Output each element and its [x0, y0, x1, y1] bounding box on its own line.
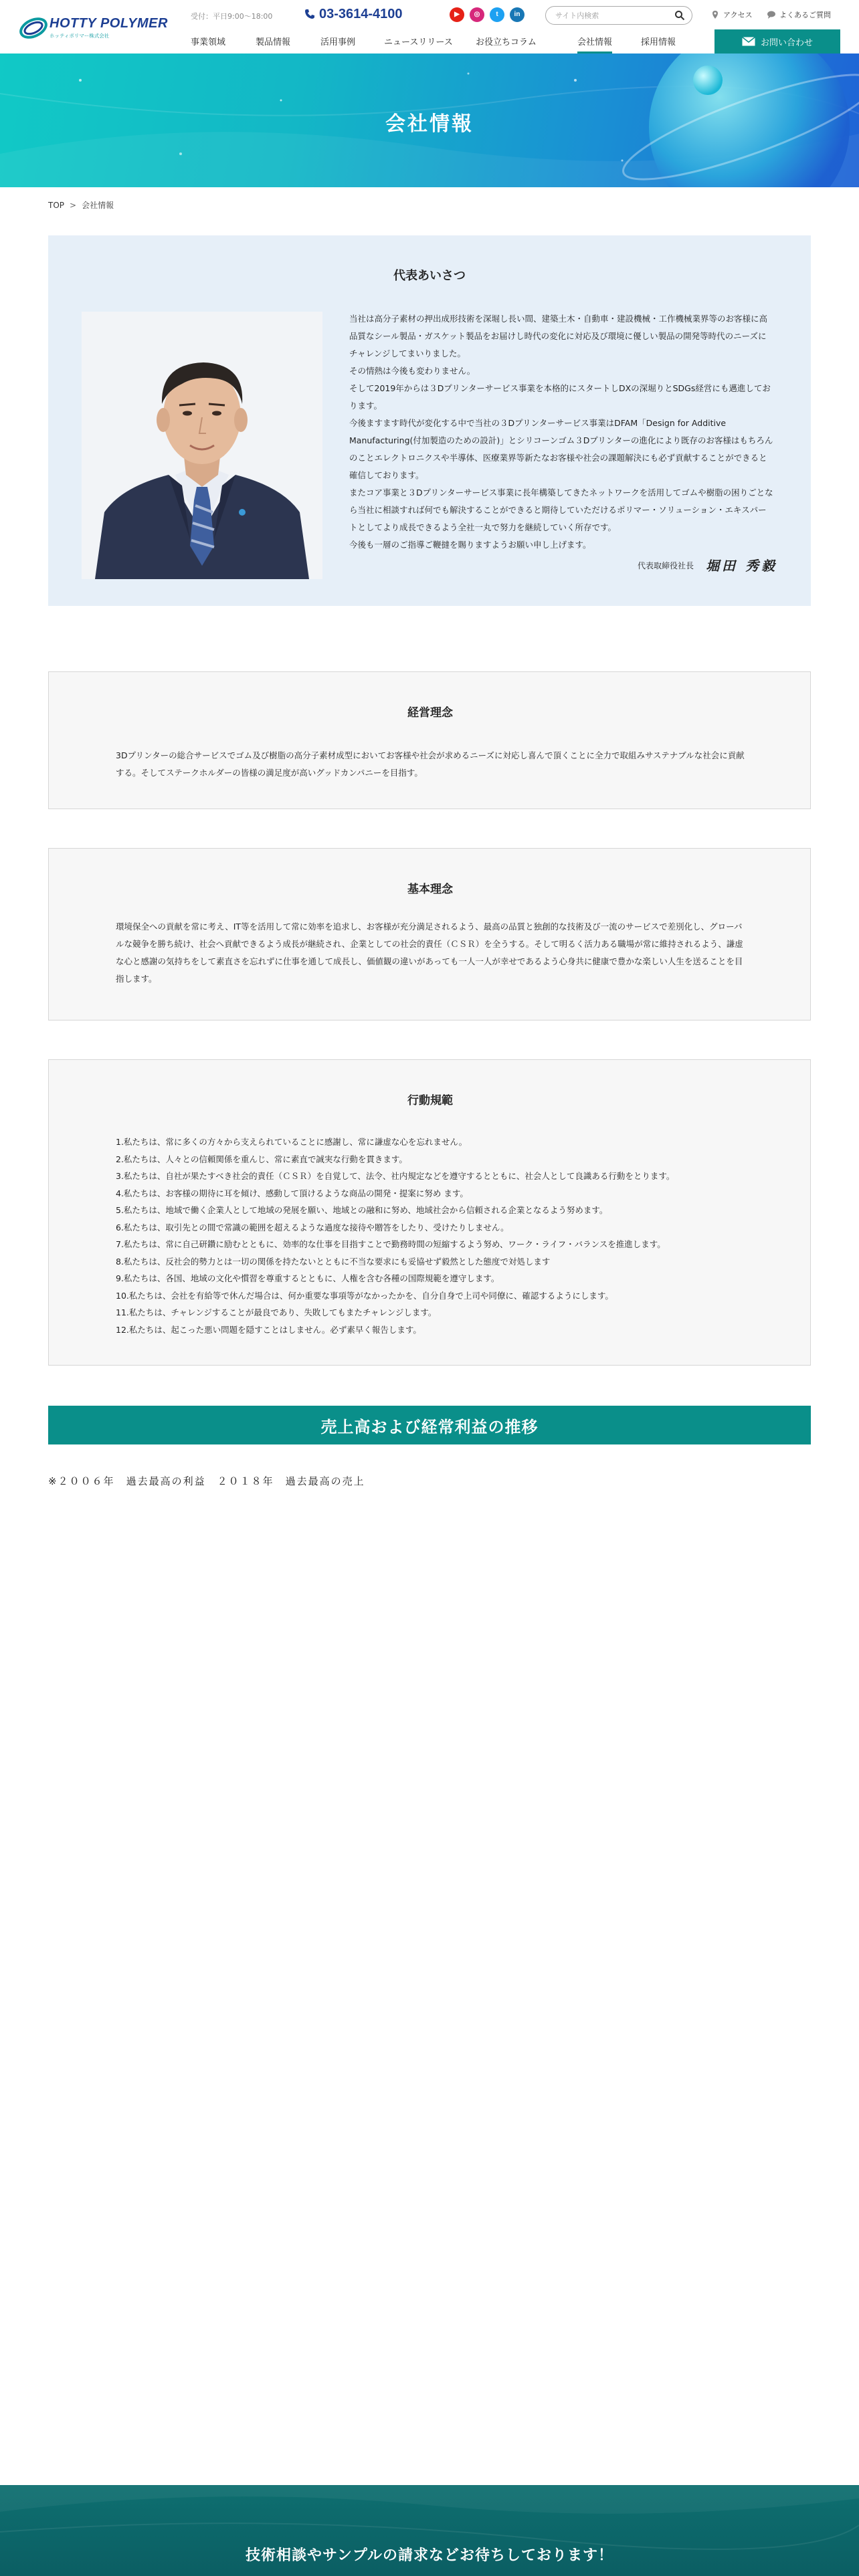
chat-bubble-icon	[767, 10, 776, 19]
mail-icon	[742, 37, 755, 46]
site-search	[545, 6, 692, 25]
page-hero	[0, 53, 859, 187]
ceo-message-paragraph: 今後ますます時代が変化する中で当社の３Dプリンターサービス事業はDFAM「Design for Additive Manufacturing(付加製造のための設計)」とシリコーンゴム３Dプリンターの進化により既存のお客様はもちろんのことエレクトロニクスや半導体、医療業界等新たなお客様や社会の課題解決にも必ず貢献することができると確信しております。	[349, 418, 773, 480]
list-item: 4.私たちは、お客様の期待に耳を傾け、感動して頂けるような商品の開発・提案に努め ます。	[116, 1188, 468, 1198]
list-item: 6.私たちは、取引先との間で常識の範囲を超えるような過度な接待や贈答をしたり、受けたりしません。	[116, 1222, 509, 1232]
sales-note: ※２００６年 過去最高の利益 ２０１８年 過去最高の売上	[48, 1475, 365, 1487]
company-logo[interactable]	[19, 12, 168, 44]
linkedin-icon[interactable]: in	[510, 7, 524, 22]
code-of-conduct-title: 行動規範	[407, 1094, 453, 1107]
management-philosophy-text: 3Dプリンターの総合サービスでゴム及び樹脂の高分子素材成型においてお客様や社会が求めるニーズに対応し喜んで頂くことに全力で取組みサステナブルな社会に貢献する。そしてステークホルダーの皆様の満足度が高いグッドカンパニーを目指す。	[116, 750, 745, 778]
ceo-message-paragraph: 今後も一層のご指導ご鞭撻を賜りますようお願い申し上げます。	[349, 540, 591, 550]
list-item: 9.私たちは、各国、地域の文化や慣習を尊重するとともに、人権を含む各種の国際規範を遵守します。	[116, 1273, 500, 1283]
breadcrumb-current: 会社情報	[82, 201, 114, 210]
ceo-message-paragraph: そして2019年からは３Dプリンターサービス事業を本格的にスタートしDXの深堀りとSDGs経営にも邁進しております。	[349, 383, 771, 411]
list-item: 3.私たちは、自社が果たすべき社会的責任（ＣＳＲ）を自覚して、法令、社内規定などを遵守するとともに、社会人として良識ある行動をとります。	[116, 1171, 675, 1181]
logo-subtext: ホッティポリマー株式会社	[50, 33, 110, 39]
nav-item-cases[interactable]: 活用事例	[320, 37, 356, 47]
search-icon[interactable]	[674, 10, 685, 21]
list-item: 11.私たちは、チャレンジすることが最良であり、失敗してもまたチャレンジします。	[116, 1307, 437, 1317]
access-link[interactable]: アクセス	[710, 9, 753, 20]
twitter-icon[interactable]: t	[490, 7, 504, 22]
logo-text: HOTTY POLYMER	[50, 16, 168, 31]
nav-item-business[interactable]: 事業領域	[191, 37, 226, 47]
breadcrumb-separator: >	[70, 201, 77, 210]
nav-item-recruit[interactable]: 採用情報	[641, 37, 676, 47]
basic-philosophy-text: 環境保全への貢献を常に考え、IT等を活用して常に効率を追求し、お客様が充分満足されるよう、最高の品質と独創的な技術及び一流のサービスで差別化し、グローバルな競争を勝ち続け、社会へ貢献できるよう成長が継続され、企業としての社会的責任（ＣＳＲ）を全うする。そして明るく活力ある職場が常に維持されるよう、謙虚な心と感謝の気持ちをして素直さを忘れずに仕事を通して成長し、価値観の違いがあっても一人一人が幸せであるよう心身共に健康で豊かな楽しい人生を送ることを目指します。	[116, 922, 743, 984]
ceo-photo	[82, 312, 322, 579]
breadcrumb	[48, 199, 114, 211]
contact-button-label: お問い合わせ	[760, 37, 813, 48]
basic-philosophy-section	[48, 848, 811, 1021]
phone-number[interactable]	[304, 7, 403, 22]
contact-button[interactable]	[714, 29, 840, 53]
ceo-message-paragraph: 当社は高分子素材の押出成形技術を深堀し長い間、建築土木・自動車・建設機械・工作機械業界等のお客様に高品質なシール製品・ガスケット製品をお届けし時代の変化に対応及び環境に優しい製品の開発等時代のニーズにチャレンジしてまいりました。	[349, 314, 768, 358]
cta-text: 技術相談やサンプルの請求などお待ちしております！	[245, 2547, 614, 2564]
list-item: 5.私たちは、地域で働く企業人として地域の発展を願い、地域との融和に努め、地域社会から信頼される企業となるよう努めます。	[116, 1205, 608, 1215]
breadcrumb-home[interactable]: TOP	[48, 201, 65, 210]
search-input[interactable]	[555, 9, 669, 21]
nav-item-products[interactable]: 製品情報	[256, 37, 291, 47]
basic-philosophy-title: 基本理念	[407, 883, 453, 896]
list-item: 10.私たちは、会社を有給等で休んだ場合は、何か重要な事項等がなかったかを、自分自身で上司や同僚に、確認するようにします。	[116, 1290, 613, 1301]
ceo-message-paragraph: またコア事業と３Dプリンターサービス事業に長年構築してきたネットワークを活用してゴムや樹脂の困りごとなら当社に相談すれば何でも解決することができると期待していただけるポリマー・ソリューション・エキスパートとしてより成長できるよう全社一丸で努力を継続していく所存です。	[349, 488, 773, 532]
nav-item-company[interactable]: 会社情報	[577, 35, 612, 53]
business-hours: 受付：平日9:00〜18:00	[191, 12, 273, 21]
page-title: 会社情報	[385, 112, 474, 136]
nav-item-news[interactable]: ニュースリリース	[384, 37, 453, 47]
list-item: 7.私たちは、常に自己研鑽に励むとともに、効率的な仕事を目指すことで勤務時間の短縮するよう努め、ワーク・ライフ・バランスを推進します。	[116, 1239, 666, 1249]
signature-name: 堀田 秀毅	[706, 558, 777, 574]
phone-icon	[304, 9, 315, 19]
list-item: 2.私たちは、人々との信頼関係を重んじ、常に素直で誠実な行動を貫きます。	[116, 1154, 407, 1164]
code-of-conduct-list	[116, 1134, 758, 1338]
footer-cta	[0, 2485, 859, 2576]
youtube-icon[interactable]: ▶	[450, 7, 464, 22]
site-header	[0, 0, 859, 53]
phone-number-text: 03-3614-4100	[319, 7, 403, 21]
logo-mark-icon	[19, 15, 48, 41]
list-item: 12.私たちは、起こった悪い問題を隠すことはしません。必ず素早く報告します。	[116, 1324, 421, 1335]
ceo-message-section	[48, 235, 811, 606]
ceo-message-title: 代表あいさつ	[393, 269, 466, 283]
code-of-conduct-section	[48, 1059, 811, 1366]
ceo-portrait-image	[82, 312, 322, 579]
ceo-message-paragraph: その情熱は今後も変わりません。	[349, 366, 476, 376]
list-item: 1.私たちは、常に多くの方々から支えられていることに感謝し、常に謙虚な心を忘れません。	[116, 1137, 468, 1147]
ceo-message-body	[349, 310, 774, 554]
signature-title: 代表取締役社長	[638, 561, 694, 570]
instagram-icon[interactable]: ◎	[470, 7, 484, 22]
management-philosophy-section	[48, 671, 811, 809]
faq-link[interactable]: よくあるご質問	[767, 9, 831, 20]
management-philosophy-title: 経営理念	[407, 706, 453, 720]
sales-section-title: 売上高および経常利益の推移	[48, 1406, 811, 1444]
list-item: 8.私たちは、反社会的勢力とは一切の関係を持たないとともに不当な要求にも妥協せず毅然とした態度で対処します	[116, 1256, 551, 1267]
map-pin-icon	[710, 10, 720, 19]
ceo-signature	[638, 555, 777, 574]
nav-item-column[interactable]: お役立ちコラム	[476, 37, 537, 47]
